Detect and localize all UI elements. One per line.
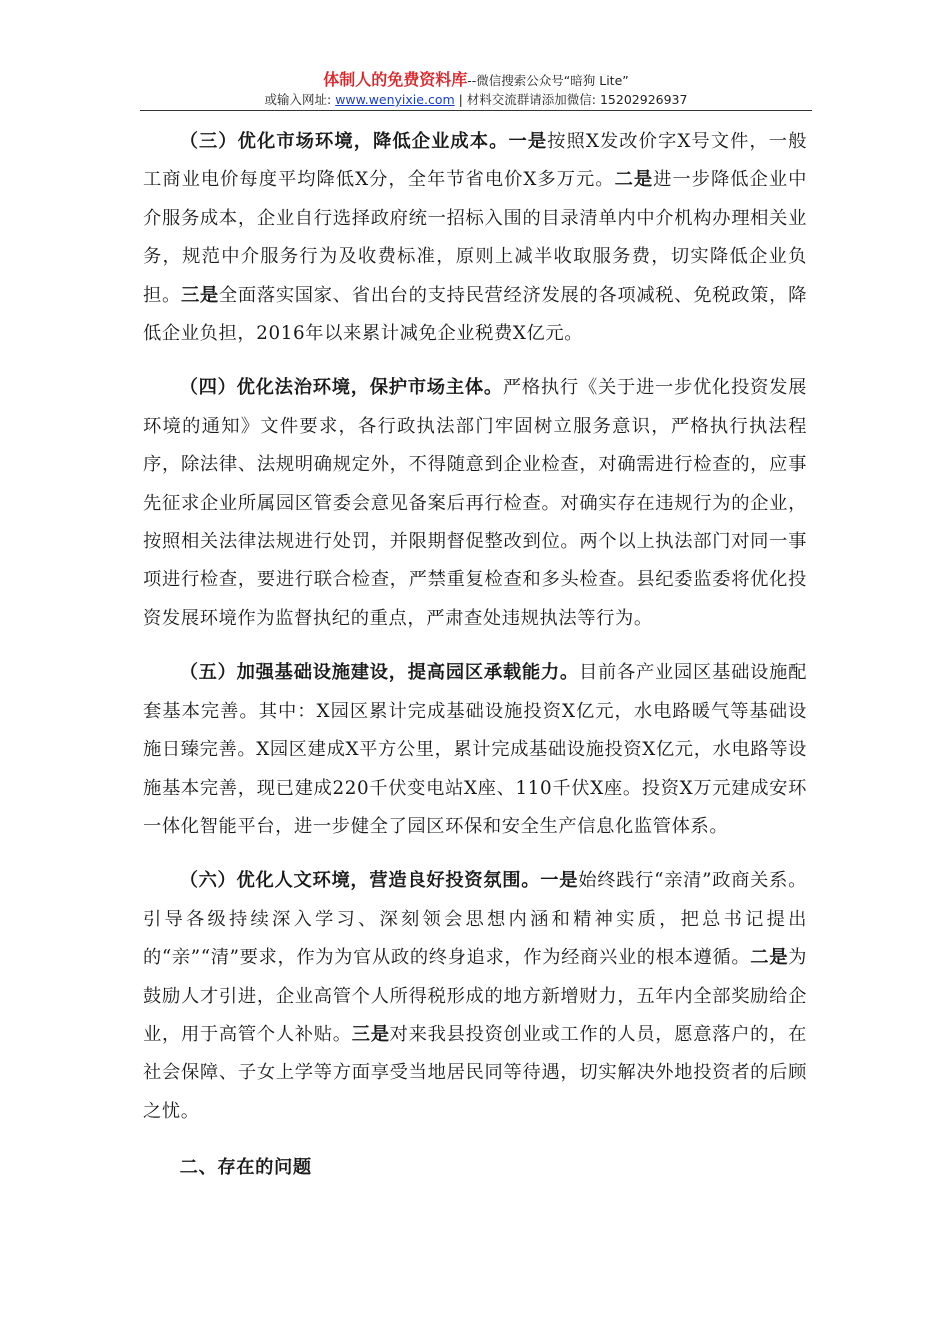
header-contact: | 材料交流群请添加微信: 15202926937 (454, 92, 688, 107)
point-marker: 二是 (614, 169, 654, 191)
point-text: 全面落实国家、省出台的支持民营经济发展的各项减税、免税政策，降低企业负担，2016年以来累计减免企业税费X亿元。 (143, 284, 807, 345)
paragraph-text: 严格执行《关于进一步优化投资发展环境的通知》文件要求，各行政执法部门牢固树立服务意识，严格执行执法程序，除法律、法规明确规定外，不得随意到企业检查，对确需进行检查的，应事先征求企业所属园区管委会意见备案后再行检查。对确实存在违规行为的企业，按照相关法律法规进行处罚，并限期督促整改到位。两个以上执法部门对同一事项进行检查，要进行联合检查，严禁重复检查和多头检查。县纪委监委将优化投资发展环境作为监督执纪的重点，严肃查处违规执法等行为。 (143, 377, 807, 629)
point-marker: 三是 (351, 1023, 390, 1045)
header-url-prefix: 或输入网址: (264, 92, 336, 107)
point-marker: 一是 (508, 131, 548, 152)
point-text: 对来我县投资创业或工作的人员，愿意落户的，在社会保障、子女上学等方面享受当地居民同等待遇，切实解决外地投资者的后顾之忧。 (143, 1023, 807, 1122)
point-text: 进一步降低企业中介服务成本，企业自行选择政府统一招标入围的目录清单内中介机构办理相关业务，规范中介服务行为及收费标准，原则上减半收取服务费，切实降低企业负担。 (143, 169, 808, 306)
paragraph-market-environment (143, 123, 807, 353)
point-marker: 三是 (180, 284, 219, 306)
paragraph-legal-environment (143, 369, 807, 638)
page-header (140, 70, 812, 110)
paragraph-lead: （五）加强基础设施建设，提高园区承载能力。 (179, 662, 579, 684)
point-text: 按照X发改价字X号文件，一般工商业电价每度平均降低X分，全年节省电价X多万元。 (143, 131, 808, 191)
point-text: 始终践行“亲清”政商关系。引导各级持续深入学习、深刻领会思想内涵和精神实质，把总书记提出的“亲”“清”要求，作为为官从政的终身追求，作为经商兴业的根本遵循。 (143, 870, 808, 969)
paragraph-text: 目前各产业园区基础设施配套基本完善。其中：X园区累计完成基础设施投资X亿元，水电路暖气等基础设施日臻完善。X园区建成X平方公里，累计完成基础设施投资X亿元，水电路等设施基本完善，现已建成220千伏变电站X座、110千伏X座。投资X万元建成安环一体化智能平台，进一步健全了园区环保和安全生产信息化监管体系。 (143, 662, 807, 837)
section-heading: 二、存在的问题 (179, 1157, 312, 1179)
header-contact-line (140, 91, 812, 109)
document-body (143, 123, 807, 1188)
point-text: 为鼓励人才引进，企业高管个人所得税形成的地方新增财力，五年内全部奖励给企业，用于高管个人补贴。 (143, 947, 807, 1045)
header-brand: 体制人的免费资料库 (323, 70, 468, 89)
paragraph-cultural-environment (143, 862, 807, 1131)
point-marker: 二是 (750, 947, 789, 969)
paragraph-infrastructure (143, 654, 807, 846)
header-suffix: --微信搜索公众号“暗狗 Lite” (467, 73, 629, 88)
paragraph-lead: （四）优化法治环境，保护市场主体。 (179, 377, 503, 399)
paragraph-lead: （三）优化市场环境，降低企业成本。 (179, 131, 509, 152)
point-marker: 一是 (540, 870, 579, 892)
header-website-link[interactable]: www.wenyixie.com (335, 92, 455, 107)
paragraph-lead: （六）优化人文环境，营造良好投资氛围。 (179, 870, 541, 892)
header-title-line (140, 70, 812, 91)
header-divider (140, 110, 812, 111)
